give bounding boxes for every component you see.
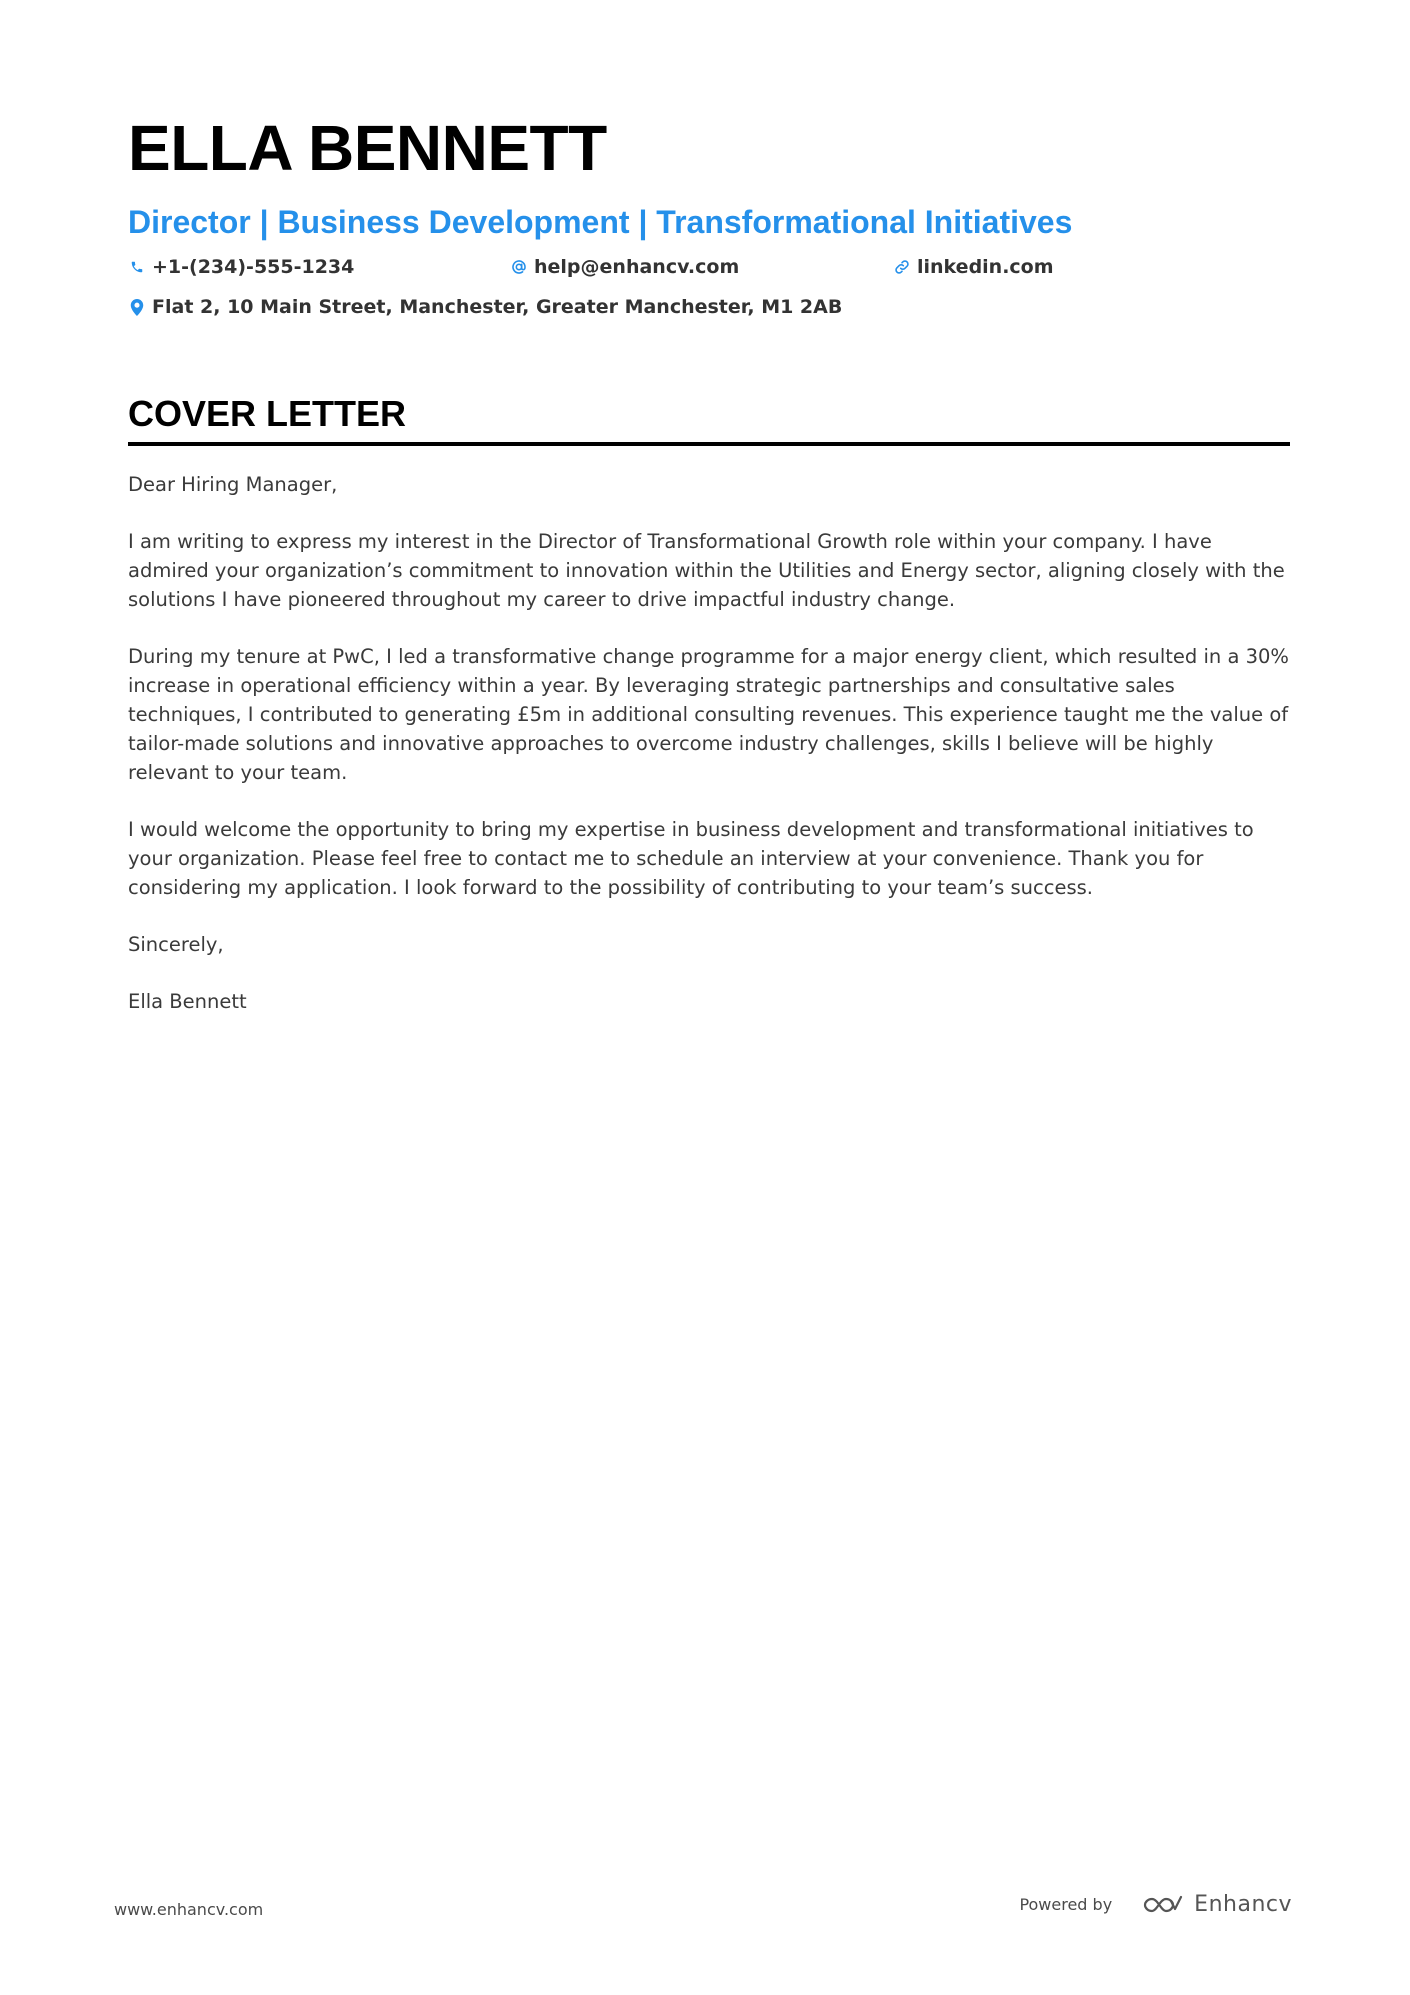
page-footer: [114, 1892, 1292, 1922]
contact-info: [128, 256, 1290, 336]
candidate-title: Director | Business Development | Transformational Initiatives: [128, 204, 1073, 240]
enhancv-logo[interactable]: [1138, 1892, 1292, 1917]
cover-letter-section: [128, 392, 1290, 1044]
candidate-name: ELLA BENNETT: [128, 112, 607, 184]
link-icon: [893, 257, 911, 277]
letter-closing: Sincerely,: [128, 933, 224, 956]
letter-paragraph-2: During my tenure at PwC, I led a transformative change programme for a major energy client, which resulted in a 30% increase in operational efficiency within a year. By leveraging strategic partnerships and consultative sales techniques, I contributed to generating £5m in additional consulting revenues. This experience taught me the value of tailor-made solutions and innovative approaches to overcome industry challenges, skills I believe will be highly relevant to your team.: [128, 645, 1289, 784]
letter-paragraph-3: I would welcome the opportunity to bring my expertise in business development and transformational initiatives to your organization. Please feel free to contact me to schedule an interview at your convenience. Thank you for considering my application. I look forward to the possibility of contributing to your team’s success.: [128, 818, 1254, 899]
brand-name: Enhancv: [1194, 1892, 1292, 1917]
website-value[interactable]: linkedin.com: [917, 256, 1054, 278]
letter-signature: Ella Bennett: [128, 990, 247, 1013]
contact-website[interactable]: [893, 256, 1054, 278]
contact-phone: [128, 256, 354, 278]
location-pin-icon: [128, 297, 146, 317]
letter-greeting: Dear Hiring Manager,: [128, 473, 338, 496]
phone-icon: [128, 257, 146, 277]
section-title: COVER LETTER: [128, 392, 1290, 446]
powered-by-label: Powered by: [1019, 1895, 1113, 1914]
contact-location: [128, 296, 842, 318]
letter-body: [128, 470, 1290, 1016]
resume-header: [128, 112, 1290, 336]
at-icon: [510, 257, 528, 277]
footer-url[interactable]: www.enhancv.com: [114, 1900, 264, 1919]
enhancv-logo-icon: [1138, 1893, 1184, 1917]
email-value[interactable]: help@enhancv.com: [534, 256, 740, 278]
powered-by: [1019, 1892, 1292, 1917]
letter-paragraph-1: I am writing to express my interest in the Director of Transformational Growth role within your company. I have admired your organization’s commitment to innovation within the Utilities and Energy sector, aligning closely with the solutions I have pioneered throughout my career to drive impactful industry change.: [128, 530, 1285, 611]
phone-value: +1-(234)-555-1234: [152, 256, 355, 278]
location-value: Flat 2, 10 Main Street, Manchester, Greater Manchester, M1 2AB: [152, 296, 843, 318]
contact-email[interactable]: [510, 256, 739, 278]
